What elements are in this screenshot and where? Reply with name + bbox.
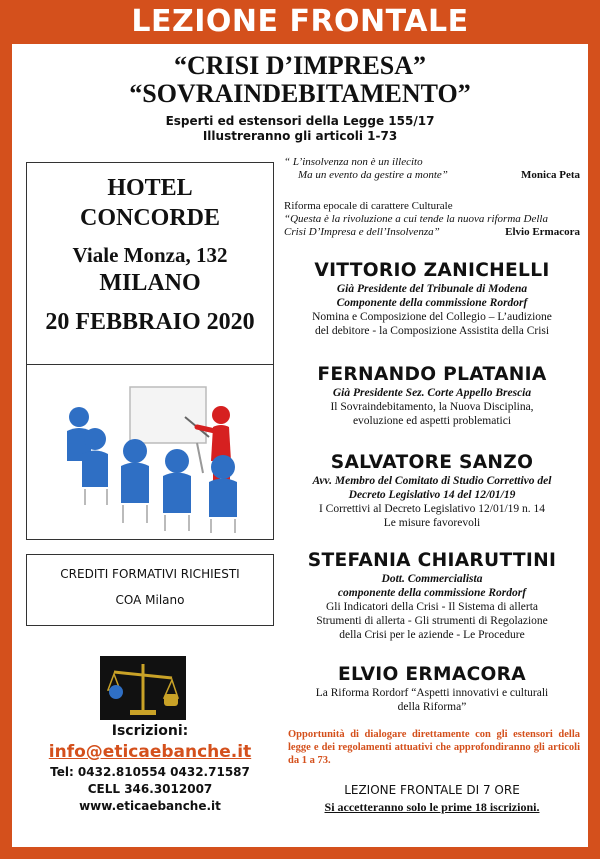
quote-2-line-2: Crisi D’Impresa e dell’Insolvenza” xyxy=(284,226,440,238)
registration-label: Iscrizioni: xyxy=(111,723,189,739)
venue-city: MILANO xyxy=(99,270,201,296)
quote-2 xyxy=(284,200,580,239)
speaker-1 xyxy=(284,258,580,338)
speaker-2 xyxy=(284,362,580,428)
email-link[interactable]: info@eticaebanche.it xyxy=(48,742,252,762)
speaker-role: Componente della commissione Rordorf xyxy=(336,297,528,309)
presentation-icon xyxy=(27,365,272,538)
event-date: 20 FEBBRAIO 2020 xyxy=(45,309,255,335)
speaker-topic: Strumenti di allerta - Gli strumenti di Regolazione xyxy=(316,615,548,627)
speaker-topic: I Correttivi al Decreto Legislativo 12/01/19 n. 14 xyxy=(318,503,546,515)
duration-text: LEZIONE FRONTALE DI 7 ORE xyxy=(344,783,520,797)
hotel-line-2: CONCORDE xyxy=(79,205,220,231)
registration-limit: Si accetteranno solo le prime 18 iscrizioni. xyxy=(324,800,540,814)
website-link[interactable]: www.eticaebanche.it xyxy=(79,799,221,813)
quote-1-author: Monica Peta xyxy=(521,169,580,181)
credits-line-1: CREDITI FORMATIVI RICHIESTI xyxy=(60,567,240,581)
speaker-name: SALVATORE SANZO xyxy=(330,451,534,473)
speaker-role: Decreto Legislativo 14 del 12/01/19 xyxy=(348,489,516,501)
speaker-role: Già Presidente Sez. Corte Appello Brescia xyxy=(332,387,532,399)
contacts-block xyxy=(26,722,274,815)
speaker-name: STEFANIA CHIARUTTINI xyxy=(307,549,557,571)
speaker-topic: Le misure favorevoli xyxy=(383,517,481,529)
content-panel xyxy=(12,44,588,847)
speaker-topic: della Crisi per le aziende - Le Procedure xyxy=(339,629,525,641)
venue-box xyxy=(26,162,274,380)
title-line-2: “SOVRAINDEBITAMENTO” xyxy=(129,79,471,108)
title-line-1: “CRISI D’IMPRESA” xyxy=(173,51,427,80)
quote-2-intro: Riforma epocale di carattere Culturale xyxy=(284,200,453,212)
speaker-5 xyxy=(284,662,580,714)
speaker-topic: La Riforma Rordorf “Aspetti innovativi e culturali xyxy=(315,687,549,699)
subtitle-line-2: Illustreranno gli articoli 1-73 xyxy=(202,129,398,143)
banner-title: LEZIONE FRONTALE xyxy=(131,4,469,39)
hotel-line-1: HOTEL xyxy=(107,175,193,201)
speaker-name: VITTORIO ZANICHELLI xyxy=(314,259,550,281)
quote-1-line-1: “ L’insolvenza non è un illecito xyxy=(284,156,423,168)
credits-line-2: COA Milano xyxy=(115,593,185,607)
opportunity-note: Opportunità di dialogare direttamente con gli estensori della legge e dei regolamenti attuativi che approfondiranno gli articoli da 1 a 73. xyxy=(288,729,580,766)
speaker-4 xyxy=(284,548,580,642)
scale-logo-icon xyxy=(100,656,186,720)
cell-number: CELL 346.3012007 xyxy=(87,782,213,796)
quote-2-line-1: “Questa è la rivoluzione a cui tende la nuova riforma Della xyxy=(284,213,548,225)
speaker-role: Dott. Commercialista xyxy=(381,573,483,585)
speaker-name: ELVIO ERMACORA xyxy=(337,663,527,685)
subtitle-line-1: Esperti ed estensori della Legge 155/17 xyxy=(165,114,435,128)
credits-box xyxy=(26,554,274,626)
speaker-topic: Nomina e Composizione del Collegio – L’audizione xyxy=(312,311,552,323)
speaker-name: FERNANDO PLATANIA xyxy=(317,363,547,385)
speaker-topic: del debitore - la Composizione Assistita della Crisi xyxy=(314,325,550,337)
speaker-role: Avv. Membro del Comitato di Studio Correttivo del xyxy=(312,475,552,487)
speaker-topic: Il Sovraindebitamento, la Nuova Disciplina, xyxy=(330,401,534,413)
speaker-3 xyxy=(284,450,580,530)
phone-numbers: Tel: 0432.810554 0432.71587 xyxy=(50,765,250,779)
speaker-topic: Gli Indicatori della Crisi - Il Sistema di allerta xyxy=(325,601,539,613)
presentation-illustration xyxy=(26,364,274,540)
venue-address: Viale Monza, 132 xyxy=(72,243,228,267)
quote-1-line-2: Ma un evento da gestire a monte” xyxy=(298,169,448,181)
speaker-role: Già Presidente del Tribunale di Modena xyxy=(336,283,528,295)
speaker-role: componente della commissione Rordorf xyxy=(337,587,527,599)
speaker-topic: della Riforma” xyxy=(397,701,467,713)
speaker-topic: evoluzione ed aspetti problematici xyxy=(352,415,512,427)
quote-1 xyxy=(284,156,580,182)
quote-2-author: Elvio Ermacora xyxy=(505,226,580,238)
